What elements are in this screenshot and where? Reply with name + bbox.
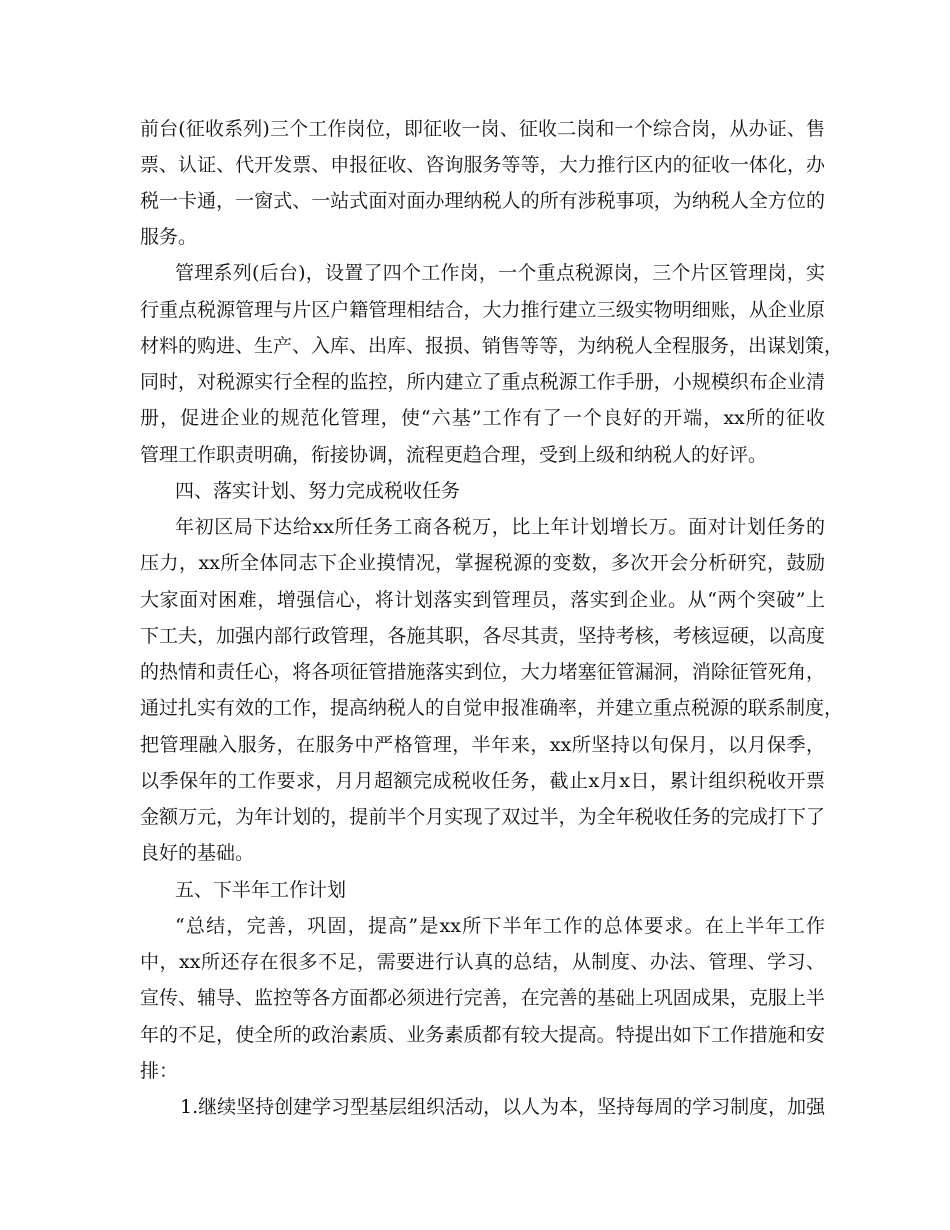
text-line: 服务。: [140, 226, 198, 248]
text-line: 把管理融入服务，在服务中严格管理，半年来，xx所坚持以旬保月，以月保季，: [140, 734, 825, 756]
text-line: 的热情和责任心，将各项征管措施落实到位，大力堵塞征管漏洞，消除征管死角，: [140, 661, 825, 683]
text-line: 册，促进企业的规范化管理，使“六基”工作有了一个良好的开端，xx所的征收: [140, 407, 825, 429]
text-line: 税一卡通，一窗式、一站式面对面办理纳税人的所有涉税事项，为纳税人全方位的: [140, 190, 825, 212]
paragraph-first-line: 管理系列(后台)，设置了四个工作岗，一个重点税源岗，三个片区管理岗，实: [175, 262, 825, 284]
section-heading: 五、下半年工作计划: [175, 879, 347, 901]
text-line: 通过扎实有效的工作，提高纳税人的自觉申报准确率，并建立重点税源的联系制度，: [140, 697, 844, 719]
text-line: 票、认证、代开发票、申报征收、咨询服务等等，大力推行区内的征收一体化，办: [140, 154, 825, 176]
text-line: 管理工作职责明确，衔接协调，流程更趋合理，受到上级和纳税人的好评。: [140, 444, 768, 466]
text-line: 前台(征收系列)三个工作岗位，即征收一岗、征收二岗和一个综合岗，从办证、售: [140, 118, 825, 140]
text-line: 以季保年的工作要求，月月超额完成税收任务，截止x月x日，累计组织税收开票: [140, 770, 825, 792]
text-line: 年的不足，使全所的政治素质、业务素质都有较大提高。特提出如下工作措施和安: [140, 1024, 825, 1046]
paragraph-first-line: “总结，完善，巩固，提高”是xx所下半年工作的总体要求。在上半年工作: [175, 915, 825, 937]
paragraph-first-line: 年初区局下达给xx所任务工商各税万，比上年计划增长万。面对计划任务的: [175, 516, 825, 538]
text-line: 排：: [140, 1060, 179, 1082]
section-heading: 四、落实计划、努力完成税收任务: [175, 480, 461, 502]
text-line: 下工夫，加强内部行政管理，各施其职，各尽其责，坚持考核，考核逗硬，以高度: [140, 625, 825, 647]
list-item-first-line: 1.继续坚持创建学习型基层组织活动，以人为本，坚持每周的学习制度，加强: [180, 1096, 826, 1118]
text-line: 同时，对税源实行全程的监控，所内建立了重点税源工作手册，小规模织布企业清: [140, 371, 825, 393]
text-line: 良好的基础。: [140, 842, 255, 864]
text-line: 压力，xx所全体同志下企业摸情况，掌握税源的变数，多次开会分析研究，鼓励: [140, 552, 825, 574]
text-line: 行重点税源管理与片区户籍管理相结合，大力推行建立三级实物明细账，从企业原: [140, 299, 825, 321]
text-line: 大家面对困难，增强信心，将计划落实到管理员，落实到企业。从“两个突破”上: [140, 589, 825, 611]
text-line: 中，xx所还存在很多不足，需要进行认真的总结，从制度、办法、管理、学习、: [140, 951, 825, 973]
text-line: 材料的购进、生产、入库、出库、报损、销售等等，为纳税人全程服务，出谋划策，: [140, 335, 844, 357]
text-line: 宣传、辅导、监控等各方面都必须进行完善，在完善的基础上巩固成果，克服上半: [140, 987, 825, 1009]
text-line: 金额万元，为年计划的，提前半个月实现了双过半，为全年税收任务的完成打下了: [140, 806, 825, 828]
